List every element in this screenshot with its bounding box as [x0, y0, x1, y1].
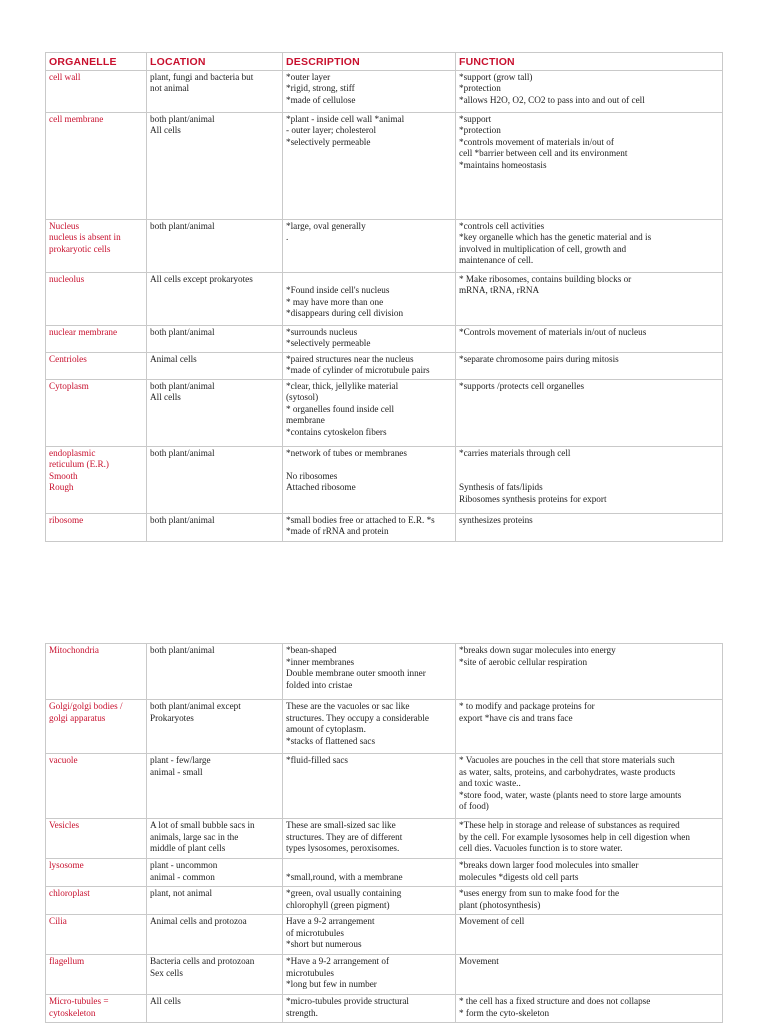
organelle-function: *uses energy from sun to make food for the plant (photosynthesis)	[456, 887, 723, 915]
organelle-location: both plant/animal	[147, 513, 283, 541]
organelle-name: Golgi/golgi bodies / golgi apparatus	[46, 700, 147, 754]
organelle-description: *large, oval generally .	[283, 219, 456, 272]
organelle-name: Cytoplasm	[46, 379, 147, 446]
organelle-function: synthesizes proteins	[456, 513, 723, 541]
table-row	[46, 272, 723, 325]
organelle-description: *surrounds nucleus *selectively permeable	[283, 325, 456, 352]
organelle-description: *small bodies free or attached to E.R. *s *made of rRNA and protein	[283, 513, 456, 541]
organelle-function: * Vacuoles are pouches in the cell that store materials such as water, salts, proteins, and carbohydrates, waste products and toxic waste.. *store food, water, waste (plants need to store large amounts of food)	[456, 754, 723, 819]
table-row	[46, 70, 723, 112]
table-row	[46, 513, 723, 541]
organelle-location: All cells	[147, 995, 283, 1023]
organelle-description: These are small-sized sac like structures. They are of different types lysosomes, peroxisomes.	[283, 819, 456, 859]
organelle-name: nucleolus	[46, 272, 147, 325]
organelle-function: *breaks down larger food molecules into smaller molecules *digests old cell parts	[456, 859, 723, 887]
organelle-name: lysosome	[46, 859, 147, 887]
organelle-description: *outer layer *rigid, strong, stiff *made of cellulose	[283, 70, 456, 112]
organelle-name: chloroplast	[46, 887, 147, 915]
header-description: DESCRIPTION	[283, 53, 456, 71]
organelle-name: cell wall	[46, 70, 147, 112]
organelle-location: plant - uncommon animal - common	[147, 859, 283, 887]
table-row	[46, 859, 723, 887]
table-row	[46, 219, 723, 272]
organelle-name: Cilia	[46, 915, 147, 955]
organelle-description: *bean-shaped *inner membranes Double membrane outer smooth inner folded into cristae	[283, 644, 456, 700]
header-function: FUNCTION	[456, 53, 723, 71]
organelle-name: ribosome	[46, 513, 147, 541]
organelle-name: vacuole	[46, 754, 147, 819]
organelle-location: plant - few/large animal - small	[147, 754, 283, 819]
organelle-location: both plant/animal	[147, 219, 283, 272]
organelle-description: *micro-tubules provide structural strength.	[283, 995, 456, 1023]
organelle-description: These are the vacuoles or sac like structures. They occupy a considerable amount of cytoplasm. *stacks of flattened sacs	[283, 700, 456, 754]
header-location: LOCATION	[147, 53, 283, 71]
organelle-location: both plant/animal	[147, 325, 283, 352]
table-row	[46, 379, 723, 446]
organelle-function: Movement	[456, 955, 723, 995]
table-row	[46, 112, 723, 219]
organelle-function: *controls cell activities *key organelle which has the genetic material and is involved in multiplication of cell, growth and maintenance of cell.	[456, 219, 723, 272]
organelle-description: *Have a 9-2 arrangement of microtubules *long but few in number	[283, 955, 456, 995]
organelle-function: *separate chromosome pairs during mitosis	[456, 352, 723, 379]
table-row	[46, 887, 723, 915]
organelle-name: endoplasmic reticulum (E.R.) Smooth Rough	[46, 446, 147, 513]
header-row	[46, 53, 723, 71]
table-row	[46, 700, 723, 754]
organelle-location: both plant/animal All cells	[147, 379, 283, 446]
organelle-description: *paired structures near the nucleus *made of cylinder of microtubule pairs	[283, 352, 456, 379]
header-organelle: ORGANELLE	[46, 53, 147, 71]
organelle-table-1	[45, 52, 723, 542]
table-row	[46, 754, 723, 819]
organelle-description: *clear, thick, jellylike material (sytosol) * organelles found inside cell membrane *contains cytoskelon fibers	[283, 379, 456, 446]
organelle-description: *plant - inside cell wall *animal - outer layer; cholesterol *selectively permeable	[283, 112, 456, 219]
table-row	[46, 325, 723, 352]
table-row	[46, 644, 723, 700]
table-row	[46, 995, 723, 1023]
organelle-location: Bacteria cells and protozoan Sex cells	[147, 955, 283, 995]
organelle-function: *supports /protects cell organelles	[456, 379, 723, 446]
organelle-function: *support (grow tall) *protection *allows H2O, O2, CO2 to pass into and out of cell	[456, 70, 723, 112]
organelle-location: both plant/animal All cells	[147, 112, 283, 219]
organelle-name: cell membrane	[46, 112, 147, 219]
organelle-location: Animal cells and protozoa	[147, 915, 283, 955]
organelle-description: *green, oval usually containing chlorophyll (green pigment)	[283, 887, 456, 915]
organelle-location: both plant/animal	[147, 644, 283, 700]
organelle-name: Nucleus nucleus is absent in prokaryotic cells	[46, 219, 147, 272]
organelle-description: *fluid-filled sacs	[283, 754, 456, 819]
table-row	[46, 446, 723, 513]
organelle-function: Movement of cell	[456, 915, 723, 955]
organelle-location: plant, fungi and bacteria but not animal	[147, 70, 283, 112]
organelle-description: *small,round, with a membrane	[283, 859, 456, 887]
organelle-description: *Found inside cell's nucleus * may have more than one *disappears during cell division	[283, 272, 456, 325]
organelle-function: *carries materials through cell Synthesis of fats/lipids Ribosomes synthesis proteins for export	[456, 446, 723, 513]
organelle-function: * the cell has a fixed structure and does not collapse * form the cyto-skeleton	[456, 995, 723, 1023]
table-row	[46, 352, 723, 379]
organelle-location: plant, not animal	[147, 887, 283, 915]
organelle-name: Mitochondria	[46, 644, 147, 700]
organelle-description: Have a 9-2 arrangement of microtubules *short but numerous	[283, 915, 456, 955]
organelle-location: both plant/animal except Prokaryotes	[147, 700, 283, 754]
organelle-function: *breaks down sugar molecules into energy *site of aerobic cellular respiration	[456, 644, 723, 700]
organelle-location: Animal cells	[147, 352, 283, 379]
organelle-name: Centrioles	[46, 352, 147, 379]
organelle-function: *These help in storage and release of substances as required by the cell. For example lysosomes help in cell digestion when cell dies. Vacuoles function is to store water.	[456, 819, 723, 859]
organelle-description: *network of tubes or membranes No ribosomes Attached ribosome	[283, 446, 456, 513]
organelle-function: * to modify and package proteins for export *have cis and trans face	[456, 700, 723, 754]
organelle-function: *Controls movement of materials in/out of nucleus	[456, 325, 723, 352]
organelle-name: Vesicles	[46, 819, 147, 859]
organelle-location: All cells except prokaryotes	[147, 272, 283, 325]
organelle-name: flagellum	[46, 955, 147, 995]
organelle-location: both plant/animal	[147, 446, 283, 513]
organelle-location: A lot of small bubble sacs in animals, large sac in the middle of plant cells	[147, 819, 283, 859]
organelle-function: *support *protection *controls movement of materials in/out of cell *barrier between cell and its environment *maintains homeostasis	[456, 112, 723, 219]
organelle-name: Micro-tubules = cytoskeleton	[46, 995, 147, 1023]
table-row	[46, 915, 723, 955]
table-row	[46, 955, 723, 995]
table-row	[46, 819, 723, 859]
organelle-table-2	[45, 643, 723, 1023]
organelle-name: nuclear membrane	[46, 325, 147, 352]
organelle-function: * Make ribosomes, contains building blocks or mRNA, tRNA, rRNA	[456, 272, 723, 325]
